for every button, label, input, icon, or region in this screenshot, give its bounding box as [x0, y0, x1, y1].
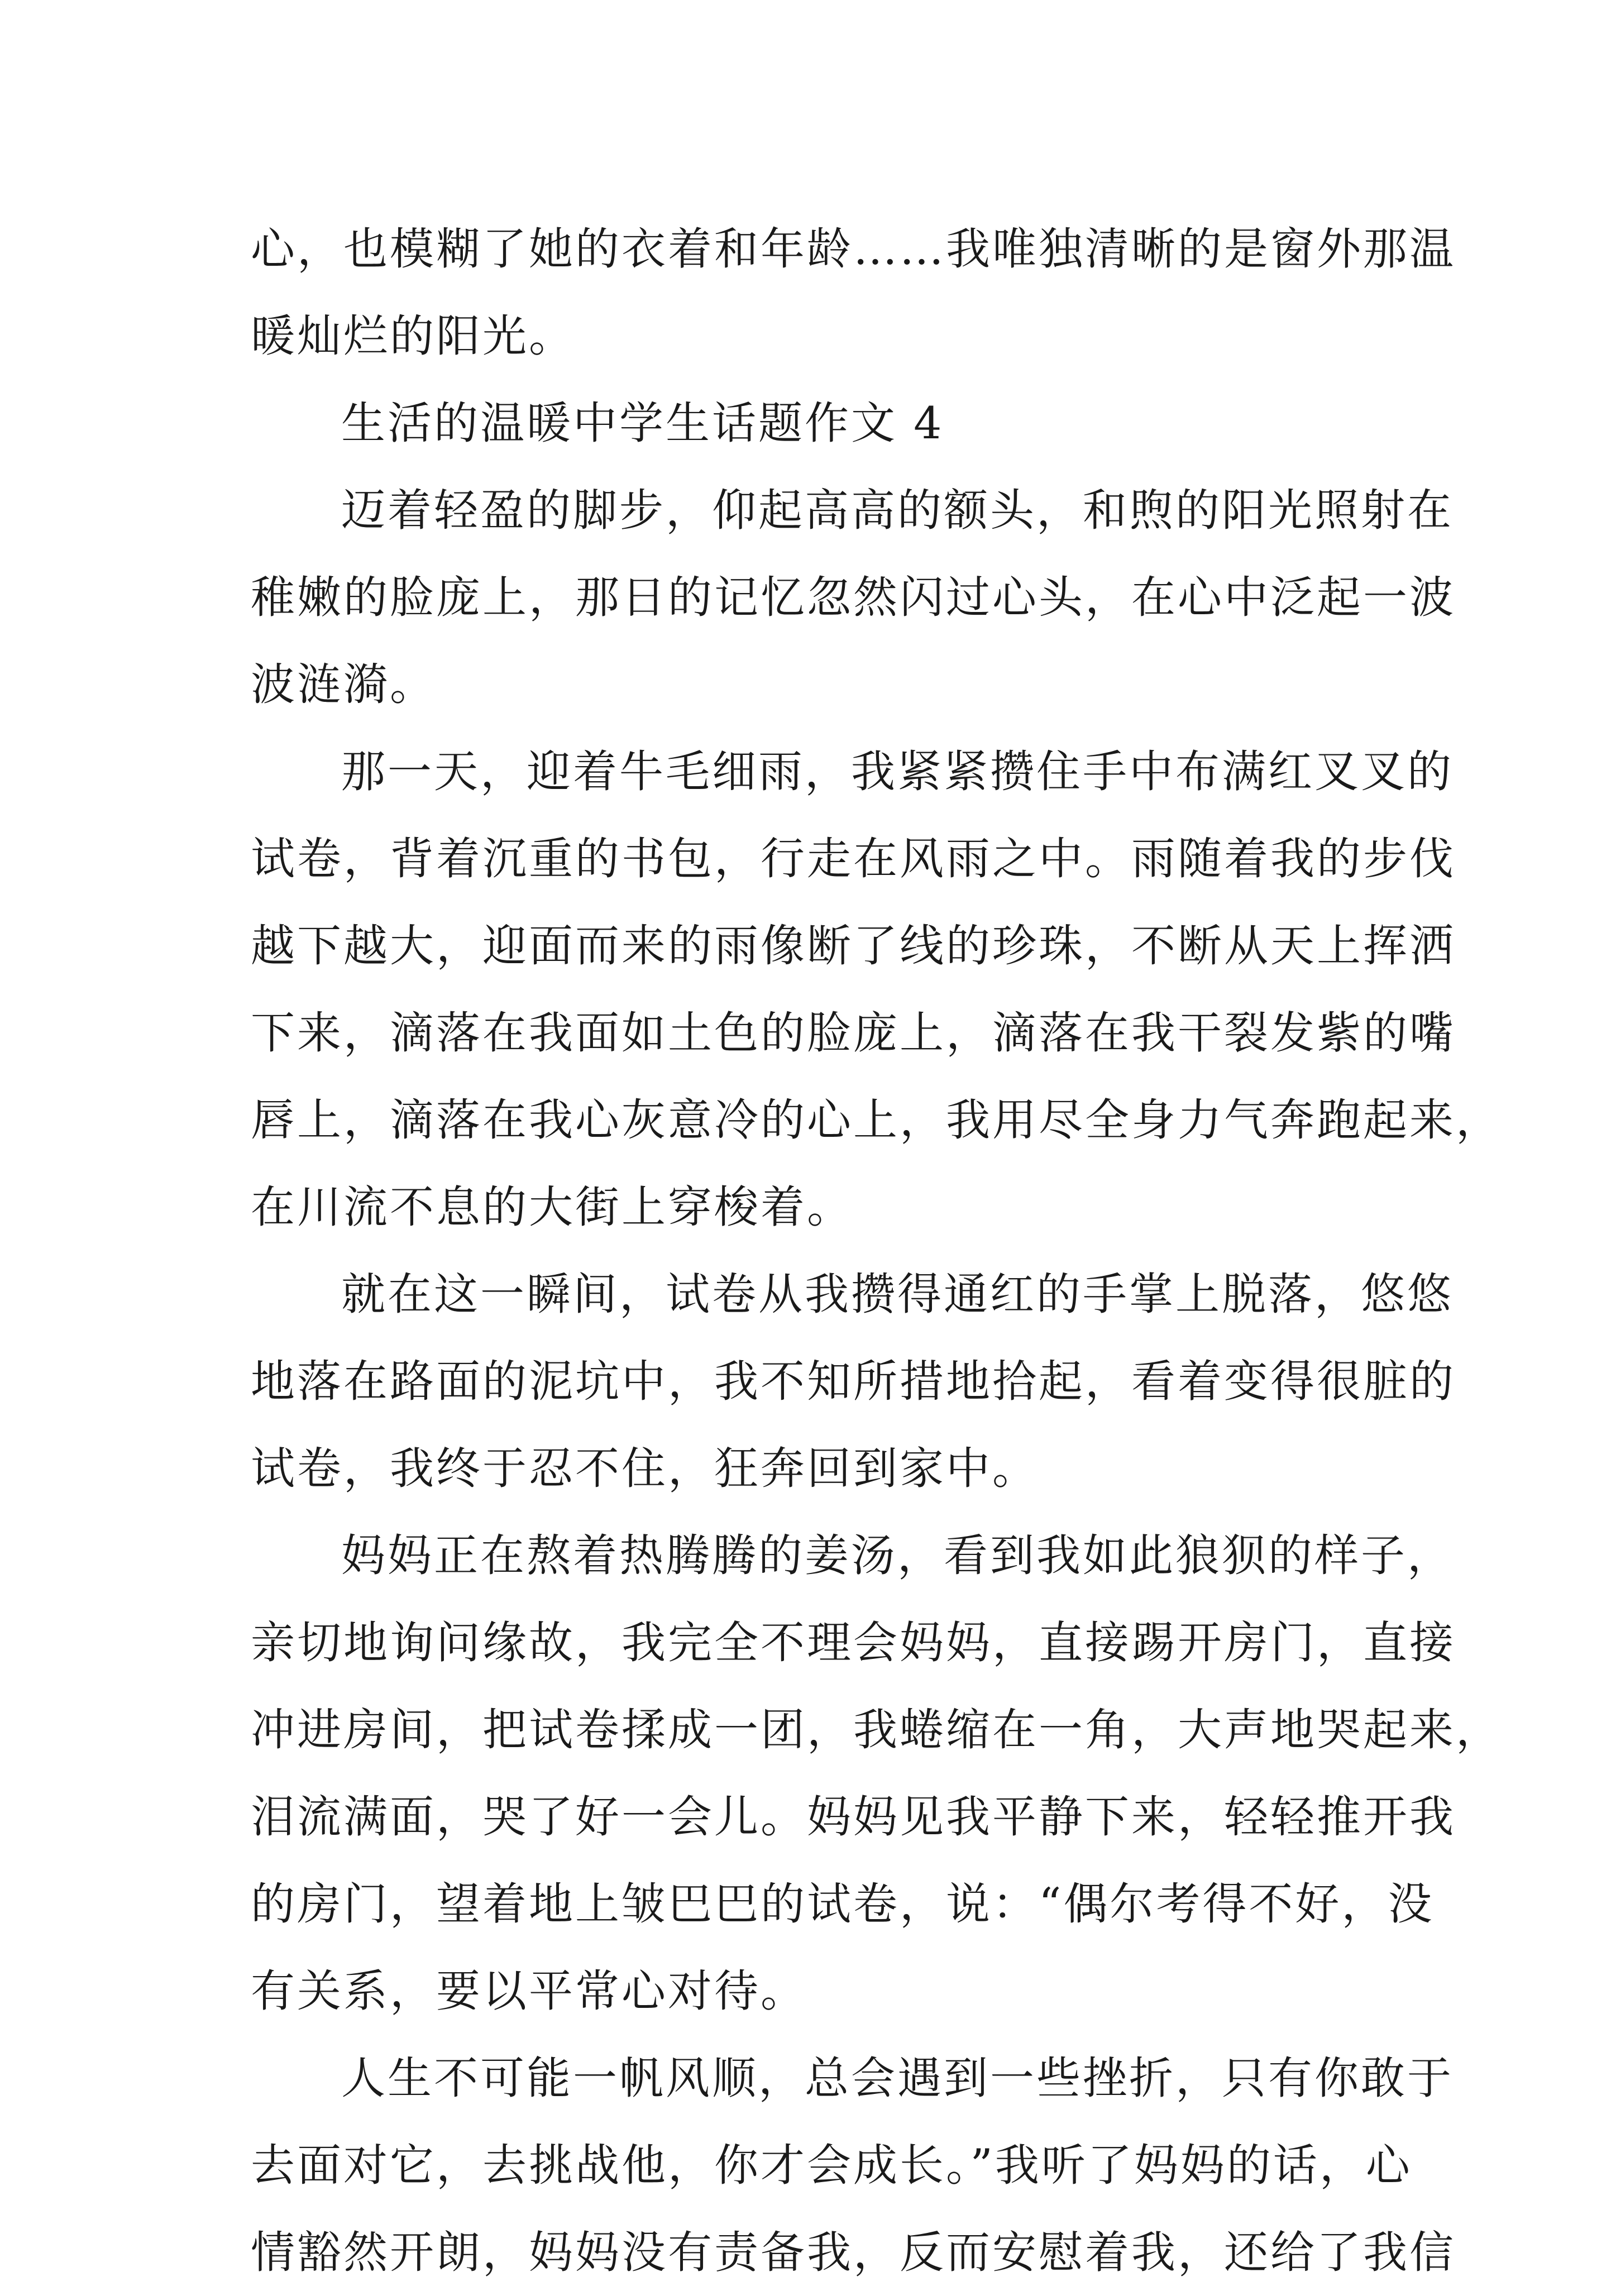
- text-line: 有关系，要以平常心对待。: [251, 1965, 807, 2017]
- text-line: 泪流满面，哭了好一会儿。妈妈见我平静下来，轻轻推开我: [251, 1791, 1456, 1843]
- text-line: 亲切地询问缘故，我完全不理会妈妈，直接踢开房门，直接: [251, 1617, 1456, 1668]
- text-line: 稚嫩的脸庞上，那日的记忆忽然闪过心头，在心中泛起一波: [251, 572, 1456, 623]
- text-line: 冲进房间，把试卷揉成一团，我蜷缩在一角，大声地哭起来，: [251, 1704, 1502, 1756]
- section-heading: 生活的温暖中学生话题作文 4: [341, 398, 944, 449]
- text-line: 暖灿烂的阳光。: [251, 310, 575, 362]
- text-line: 试卷，背着沉重的书包，行走在风雨之中。雨随着我的步伐: [251, 833, 1456, 884]
- text-line: 下来，滴落在我面如土色的脸庞上，滴落在我干裂发紫的嘴: [251, 1007, 1456, 1059]
- text-line: 地落在路面的泥坑中，我不知所措地拾起，看着变得很脏的: [251, 1356, 1456, 1407]
- text-line: 心，也模糊了她的衣着和年龄……我唯独清晰的是窗外那温: [251, 223, 1456, 275]
- text-line: 去面对它，去挑战他，你才会成长。”我听了妈妈的话，心: [251, 2140, 1412, 2191]
- text-line: 越下越大，迎面而来的雨像断了线的珍珠，不断从天上挥洒: [251, 920, 1456, 972]
- text-line: 试卷，我终于忍不住，狂奔回到家中。: [251, 1443, 1039, 1494]
- text-line: 在川流不息的大街上穿梭着。: [251, 1182, 853, 1233]
- text-line: 情豁然开朗，妈妈没有责备我，反而安慰着我，还给了我信: [251, 2227, 1456, 2278]
- text-line: 的房门，望着地上皱巴巴的试卷，说：“偶尔考得不好，没: [251, 1878, 1435, 1930]
- document-body: [251, 205, 1502, 2296]
- text-line: 那一天，迎着牛毛细雨，我紧紧攒住手中布满红叉叉的: [341, 746, 1454, 797]
- text-line: 迈着轻盈的脚步，仰起高高的额头，和煦的阳光照射在: [341, 485, 1454, 536]
- text-line: 唇上，滴落在我心灰意冷的心上，我用尽全身力气奔跑起来，: [251, 1094, 1502, 1146]
- text-line: 波涟漪。: [251, 659, 436, 710]
- text-line: 妈妈正在熬着热腾腾的姜汤，看到我如此狼狈的样子，: [341, 1530, 1454, 1581]
- text-line: 人生不可能一帆风顺，总会遇到一些挫折，只有你敢于: [341, 2053, 1454, 2104]
- text-line: 就在这一瞬间，试卷从我攒得通红的手掌上脱落，悠悠: [341, 1269, 1454, 1320]
